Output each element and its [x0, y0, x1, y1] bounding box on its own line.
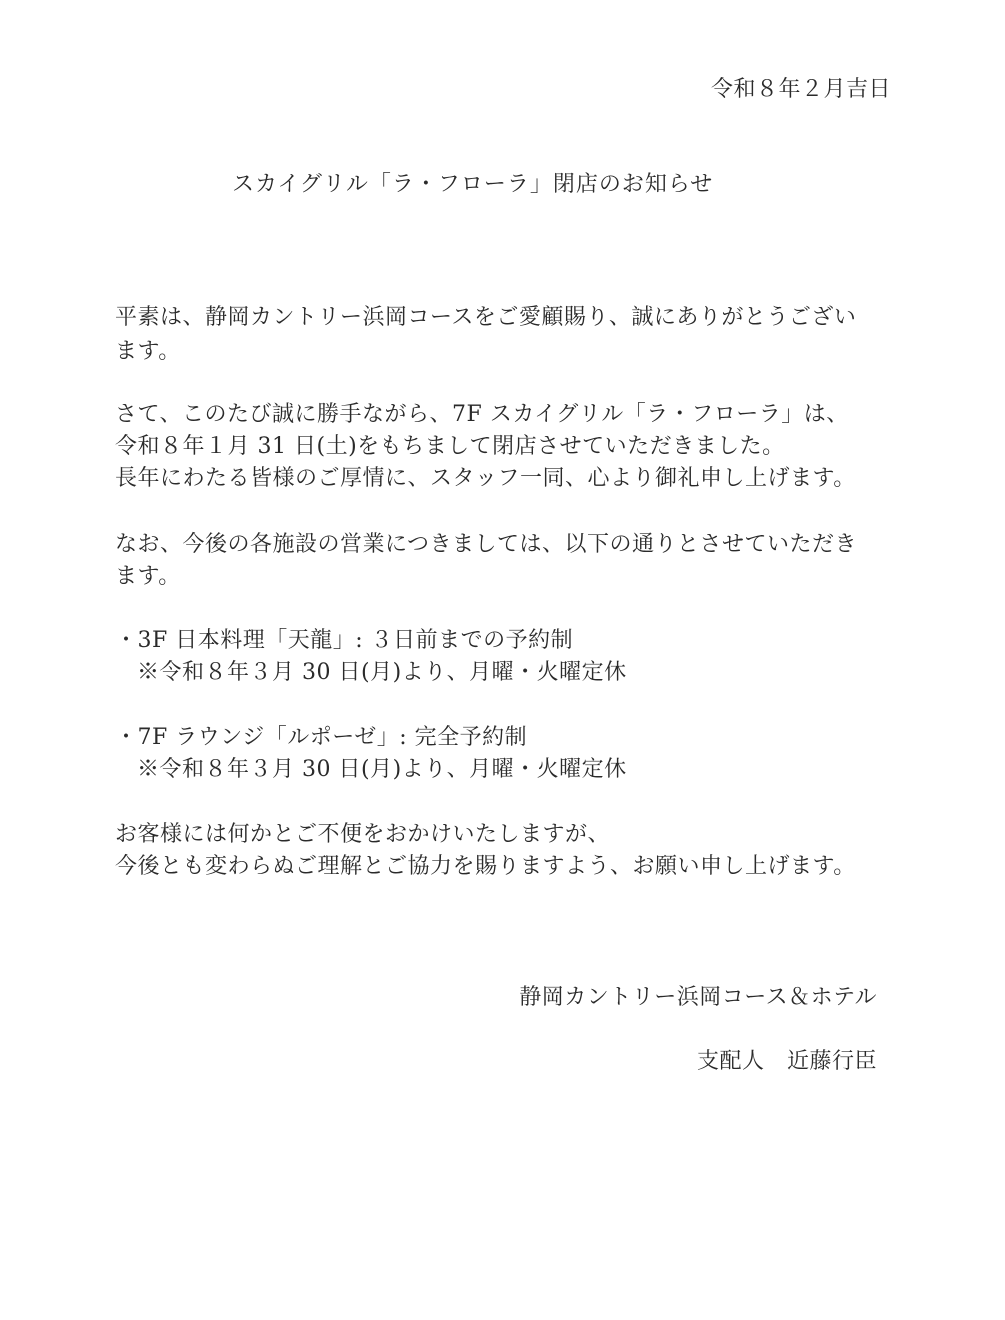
- greeting-line-1: 平素は、静岡カントリー浜岡コースをご愛顧賜り、誠にありがとうござい: [115, 305, 857, 330]
- facility-item-tenryu: ・3F 日本料理「天龍」: ３日前までの予約制: [115, 628, 574, 653]
- closure-line-1: さて、このたび誠に勝手ながら、7F スカイグリル「ラ・フローラ」は、: [115, 402, 849, 427]
- facilities-intro-line-1: なお、今後の各施設の営業につきましては、以下の通りとさせていただき: [115, 532, 858, 557]
- notice-title: スカイグリル「ラ・フローラ」閉店のお知らせ: [232, 172, 714, 197]
- closure-line-2: 令和８年１月 31 日(土)をもちまして閉店させていただきました。: [115, 434, 785, 459]
- greeting-line-2: ます。: [115, 339, 181, 364]
- facility-item-lounge: ・7F ラウンジ「ルポーゼ」: 完全予約制: [115, 725, 528, 750]
- notice-date: 令和８年２月吉日: [710, 77, 891, 102]
- facility-note-lounge: ※令和８年３月 30 日(月)より、月曜・火曜定休: [137, 757, 627, 782]
- sender-organization: 静岡カントリー浜岡コース＆ホテル: [519, 985, 877, 1010]
- sender-manager: 支配人 近藤行臣: [696, 1049, 877, 1074]
- closing-line-2: 今後とも変わらぬご理解とご協力を賜りますよう、お願い申し上げます。: [115, 854, 856, 879]
- facility-note-tenryu: ※令和８年３月 30 日(月)より、月曜・火曜定休: [137, 660, 627, 685]
- closing-line-1: お客様には何かとご不便をおかけいたしますが、: [115, 822, 611, 847]
- facilities-intro-line-2: ます。: [115, 564, 181, 589]
- closure-line-3: 長年にわたる皆様のご厚情に、スタッフ一同、心より御礼申し上げます。: [115, 466, 856, 491]
